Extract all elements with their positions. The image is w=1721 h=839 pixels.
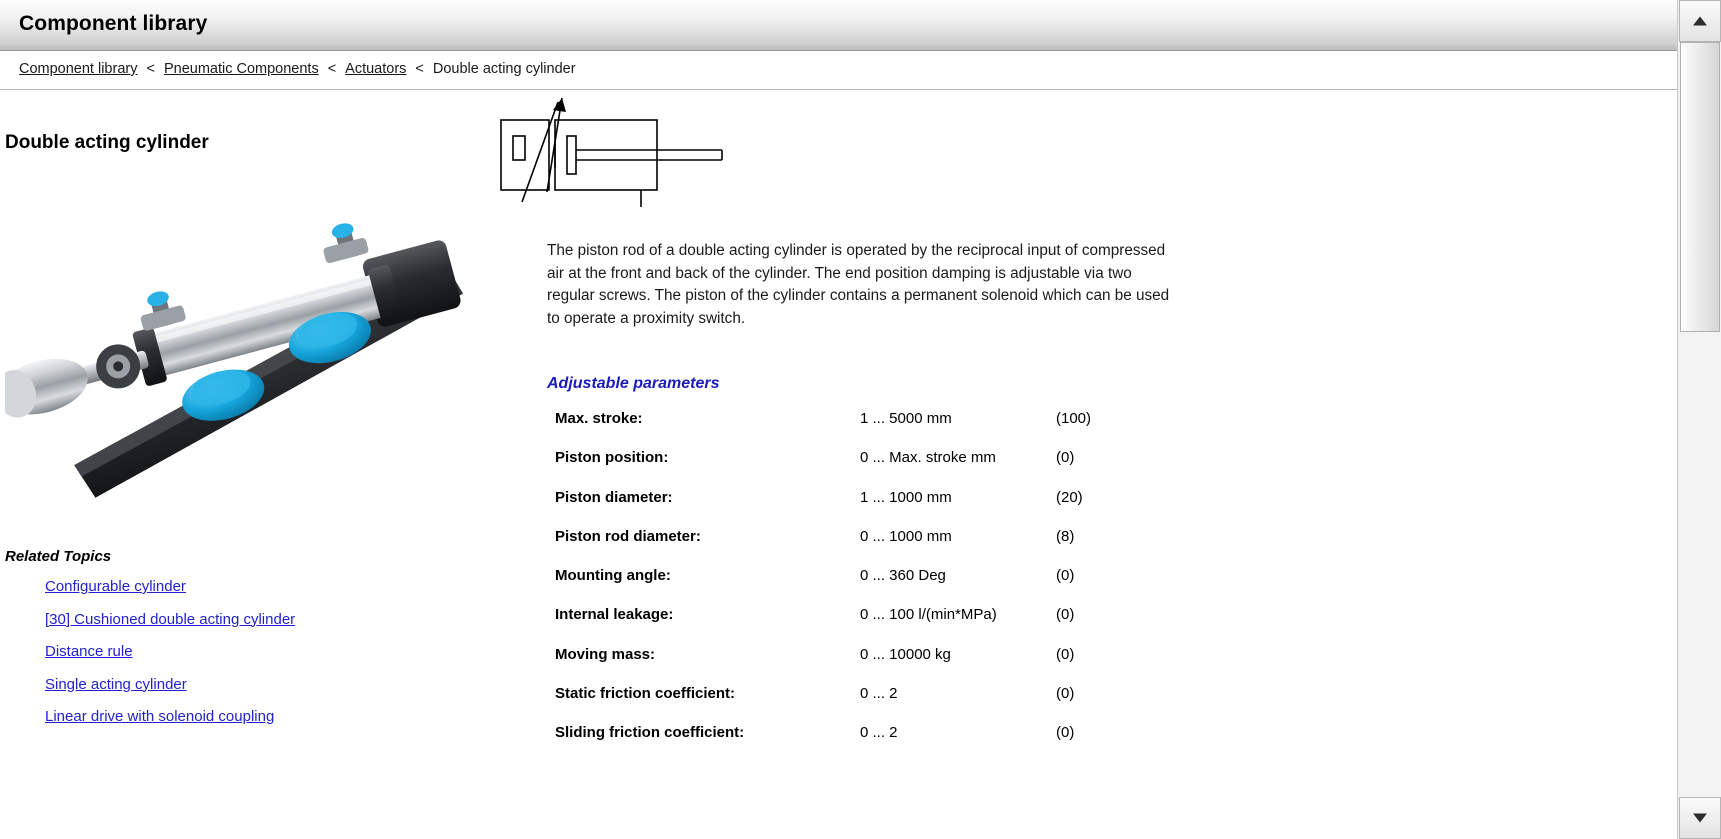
scrollbar-thumb[interactable] (1680, 42, 1720, 332)
param-label: Sliding friction coefficient: (555, 724, 745, 742)
vertical-scrollbar[interactable] (1677, 0, 1721, 839)
product-photo (5, 200, 525, 530)
page-title: Double acting cylinder (5, 132, 209, 153)
param-range: 0 ... 10000 kg (860, 645, 951, 663)
param-range: 0 ... 2 (860, 724, 898, 742)
param-range: 0 ... 100 l/(min*MPa) (860, 606, 997, 624)
table-row (555, 567, 1091, 606)
window-title: Component library (19, 12, 208, 35)
param-default: (0) (1056, 606, 1075, 624)
related-link-4[interactable]: Linear drive with solenoid coupling (45, 708, 275, 725)
param-label: Piston rod diameter: (555, 527, 701, 545)
breadcrumb-separator: < (327, 61, 337, 77)
param-range: 0 ... 2 (860, 685, 898, 703)
param-label: Piston position: (555, 449, 669, 467)
param-range: 0 ... Max. stroke mm (860, 449, 996, 467)
content-area (0, 90, 1677, 839)
param-label: Max. stroke: (555, 410, 643, 427)
param-default: (0) (1056, 645, 1075, 663)
param-label: Piston diameter: (555, 488, 673, 506)
scrollbar-track[interactable] (1679, 42, 1721, 797)
related-link-0[interactable]: Configurable cylinder (45, 578, 186, 595)
adjustable-parameters-heading: Adjustable parameters (547, 375, 720, 392)
window-titlebar (0, 0, 1677, 51)
cylinder-photo-illustration (5, 200, 525, 530)
chevron-up-icon (1693, 17, 1707, 26)
table-row (555, 606, 1091, 645)
related-link-3[interactable]: Single acting cylinder (45, 675, 187, 693)
cylinder-symbol-diagram (500, 92, 800, 222)
param-label: Moving mass: (555, 645, 656, 663)
breadcrumb-item-2[interactable]: Actuators (345, 61, 407, 77)
breadcrumb-separator: < (415, 61, 424, 77)
related-topics-list (45, 578, 495, 741)
breadcrumb-item-1[interactable]: Pneumatic Components (163, 61, 319, 77)
param-default: (20) (1056, 488, 1083, 506)
param-default: (0) (1056, 724, 1075, 742)
param-range: 1 ... 5000 mm (860, 410, 952, 427)
table-row (555, 449, 1091, 488)
scroll-down-button[interactable] (1679, 797, 1721, 839)
breadcrumb-separator: < (146, 61, 155, 77)
table-row (555, 724, 1091, 763)
related-link-2[interactable]: Distance rule (45, 643, 133, 660)
param-label: Static friction coefficient: (555, 685, 736, 703)
param-label: Mounting angle: (555, 567, 671, 585)
param-default: (8) (1056, 527, 1075, 545)
related-topics-heading: Related Topics (5, 548, 112, 565)
breadcrumb (0, 51, 1677, 90)
table-row (555, 685, 1091, 724)
table-row (555, 489, 1091, 528)
scroll-up-button[interactable] (1679, 0, 1721, 42)
table-row (555, 528, 1091, 567)
param-default: (0) (1056, 449, 1075, 467)
param-default: (0) (1056, 685, 1075, 703)
param-label: Internal leakage: (555, 606, 674, 624)
breadcrumb-item-current: Double acting cylinder (432, 61, 576, 77)
breadcrumb-item-0[interactable]: Component library (19, 61, 138, 77)
parameters-table (555, 410, 1091, 764)
table-row (555, 646, 1091, 685)
table-row (555, 410, 1091, 449)
param-range: 1 ... 1000 mm (860, 488, 952, 506)
param-default: (0) (1056, 567, 1075, 585)
description-text: The piston rod of a double acting cylinder is operated by the reciprocal input of compressed air at the front and back of the cylinder. The end position damping is adjustable via two regular screws. The piston of the cylinder contains a permanent solenoid which can be used to operate a proximity switch. (547, 242, 1170, 327)
related-link-1[interactable]: [30] Cushioned double acting cylinder (45, 610, 296, 628)
param-default: (100) (1056, 410, 1092, 427)
chevron-down-icon (1693, 814, 1707, 823)
param-range: 0 ... 1000 mm (860, 527, 952, 545)
param-range: 0 ... 360 Deg (860, 567, 946, 585)
